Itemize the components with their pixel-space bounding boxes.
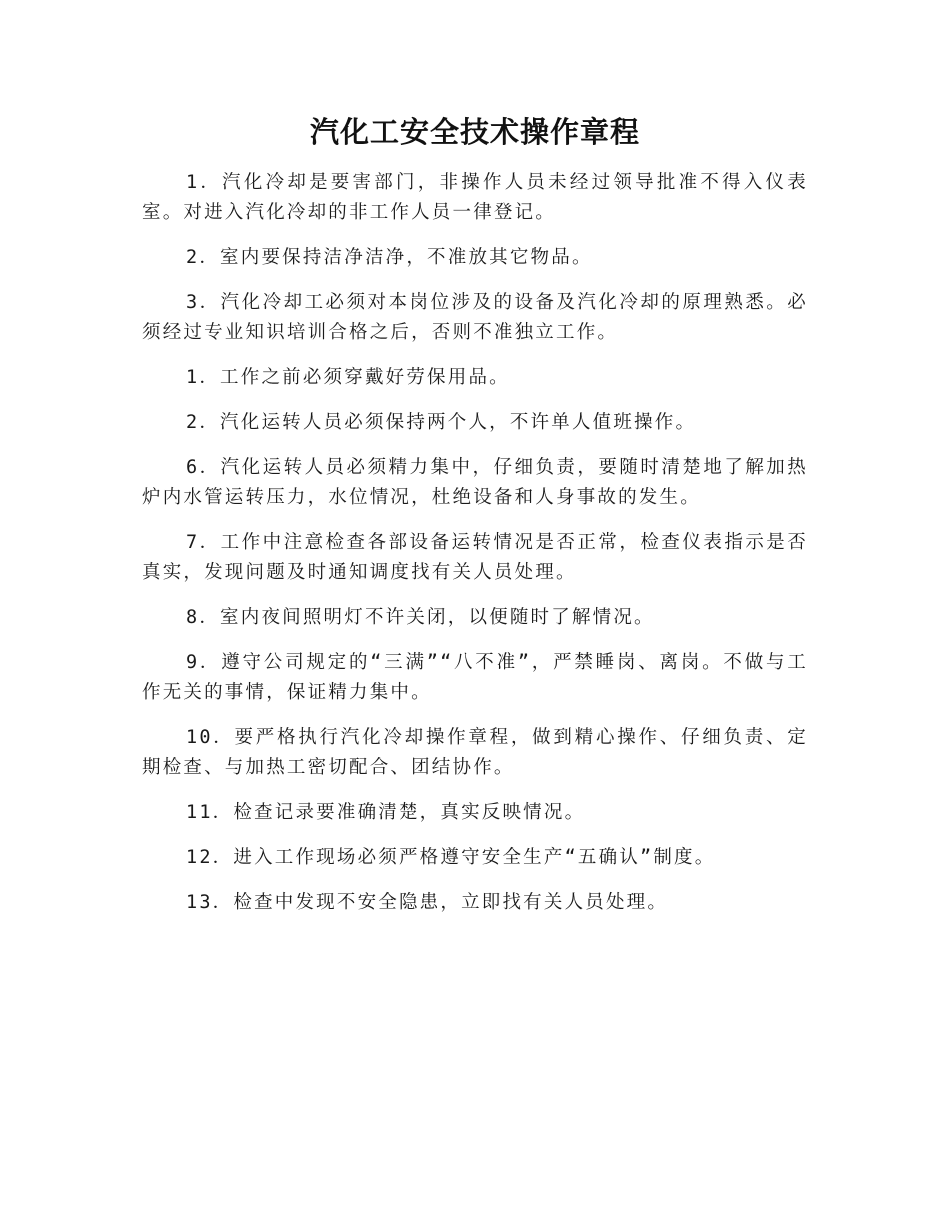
document-title: 汽化工安全技术操作章程 [309, 115, 640, 149]
paragraph-9: 9．遵守公司规定的“三满”“八不准”，严禁睡岗、离岗。不做与工作无关的事情，保证精力集中。 [142, 652, 808, 703]
paragraph-13: 13．检查中发现不安全隐患，立即找有关人员处理。 [186, 892, 669, 913]
paragraph-5: 2．汽化运转人员必须保持两个人，不许单人值班操作。 [186, 412, 697, 433]
paragraph-11: 11．检查记录要准确清楚，真实反映情况。 [186, 802, 586, 823]
paragraph-4: 1．工作之前必须穿戴好劳保用品。 [186, 367, 510, 388]
paragraph-10: 10．要严格执行汽化冷却操作章程，做到精心操作、仔细负责、定期检查、与加热工密切配合、团结协作。 [142, 727, 808, 778]
paragraph-12: 12．进入工作现场必须严格遵守安全生产“五确认”制度。 [186, 847, 716, 868]
paragraph-1: 1．汽化冷却是要害部门，非操作人员未经过领导批准不得入仪表室。对进入汽化冷却的非工作人员一律登记。 [142, 172, 808, 223]
paragraph-6: 6．汽化运转人员必须精力集中，仔细负责，要随时清楚地了解加热炉内水管运转压力，水位情况，杜绝设备和人身事故的发生。 [142, 457, 808, 508]
paragraph-3: 3．汽化冷却工必须对本岗位涉及的设备及汽化冷却的原理熟悉。必须经过专业知识培训合格之后，否则不准独立工作。 [142, 292, 808, 343]
paragraph-8: 8．室内夜间照明灯不许关闭，以便随时了解情况。 [186, 607, 655, 628]
paragraph-7: 7．工作中注意检查各部设备运转情况是否正常，检查仪表指示是否真实，发现问题及时通知调度找有关人员处理。 [142, 532, 808, 583]
document-body [142, 168, 808, 933]
paragraph-2: 2．室内要保持洁净洁净，不准放其它物品。 [186, 247, 593, 268]
